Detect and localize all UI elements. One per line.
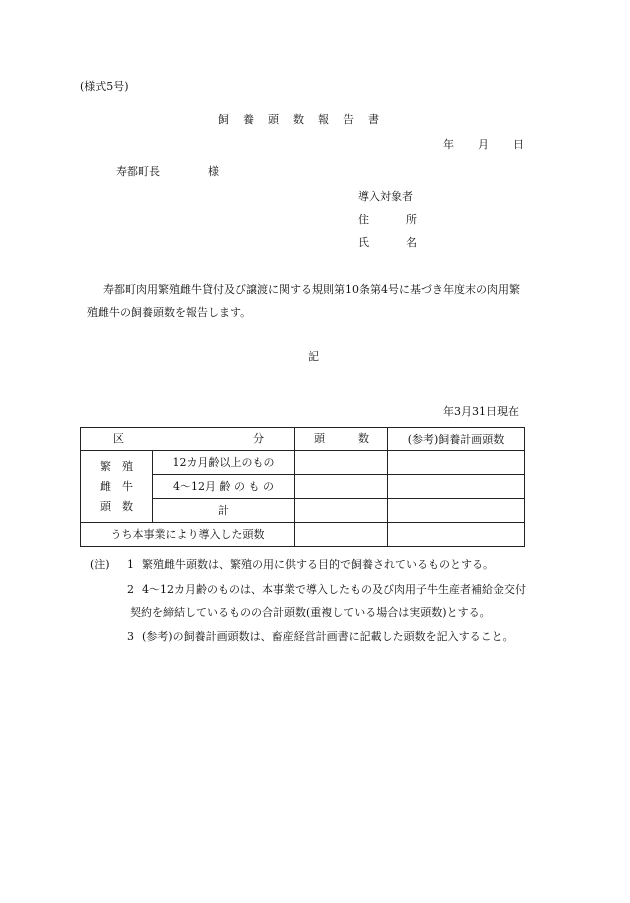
addressee-honorific: 様 <box>208 165 219 178</box>
header-count-left: 頭 <box>314 432 325 445</box>
group-label-cell <box>81 451 153 523</box>
header-plan: (参考)飼養計画頭数 <box>388 428 525 451</box>
as-of-date: 年3月31日現在 <box>443 405 519 418</box>
note-1-text: 繁殖雌牛頭数は、繁殖の用に供する目的で飼養されているものとする。 <box>142 558 494 571</box>
row-label-12-months: 12カ月齢以上のもの <box>153 451 295 475</box>
count-cell[interactable] <box>295 451 388 475</box>
header-kubun-left: 区 <box>113 432 124 445</box>
body-text-line-1: 寿都町肉用繁殖雌牛貸付及び譲渡に関する規則第10条第4号に基づき年度末の肉用繁 <box>103 283 520 296</box>
row-label-total: 計 <box>153 499 295 523</box>
header-count-right: 数 <box>358 432 369 445</box>
count-cell[interactable] <box>295 475 388 499</box>
row-label-introduced: うち本事業により導入した頭数 <box>81 523 295 547</box>
group-label-line-1: 繁 殖 <box>100 459 133 473</box>
document-title: 飼養頭数報告書 <box>218 113 393 126</box>
notes-prefix: (注) <box>90 558 110 571</box>
note-2-text-line-2: 契約を締結しているものの合計頭数(重複している場合は実頭数)とする。 <box>130 606 491 619</box>
header-kubun <box>81 428 295 451</box>
date-day-label: 日 <box>513 138 524 151</box>
note-1-number: 1 <box>127 558 134 571</box>
plan-cell[interactable] <box>388 475 525 499</box>
name-label-2: 名 <box>406 236 417 249</box>
date-year-label: 年 <box>443 138 454 151</box>
row-label-4-12-months: 4〜12月 齢 の も の <box>153 475 295 499</box>
header-count <box>295 428 388 451</box>
note-3-number: 3 <box>127 630 134 643</box>
livestock-count-table <box>80 427 525 547</box>
table-header-row <box>81 428 525 451</box>
note-2-number: 2 <box>127 583 134 596</box>
header-kubun-right: 分 <box>253 432 264 445</box>
count-cell[interactable] <box>295 523 388 547</box>
plan-cell[interactable] <box>388 499 525 523</box>
reporter-role: 導入対象者 <box>358 190 413 203</box>
address-label-2: 所 <box>406 213 417 226</box>
group-label-line-3: 頭 数 <box>100 499 133 513</box>
table-row <box>81 451 525 475</box>
body-text-line-2: 殖雌牛の飼養頭数を報告します。 <box>87 306 252 319</box>
form-number-label: (様式5号) <box>80 80 129 93</box>
plan-cell[interactable] <box>388 523 525 547</box>
name-label-1: 氏 <box>358 236 369 249</box>
address-label-1: 住 <box>358 213 369 226</box>
table-row <box>81 523 525 547</box>
plan-cell[interactable] <box>388 451 525 475</box>
date-month-label: 月 <box>478 138 489 151</box>
group-label-line-2: 雌 牛 <box>100 479 133 493</box>
count-cell[interactable] <box>295 499 388 523</box>
note-2-text-line-1: 4〜12カ月齢のものは、本事業で導入したもの及び肉用子牛生産者補給金交付 <box>142 583 526 596</box>
note-3-text: (参考)の飼養計画頭数は、畜産経営計画書に記載した頭数を記入すること。 <box>142 630 514 643</box>
ki-heading: 記 <box>308 350 319 363</box>
addressee-name: 寿都町長 <box>116 165 160 178</box>
